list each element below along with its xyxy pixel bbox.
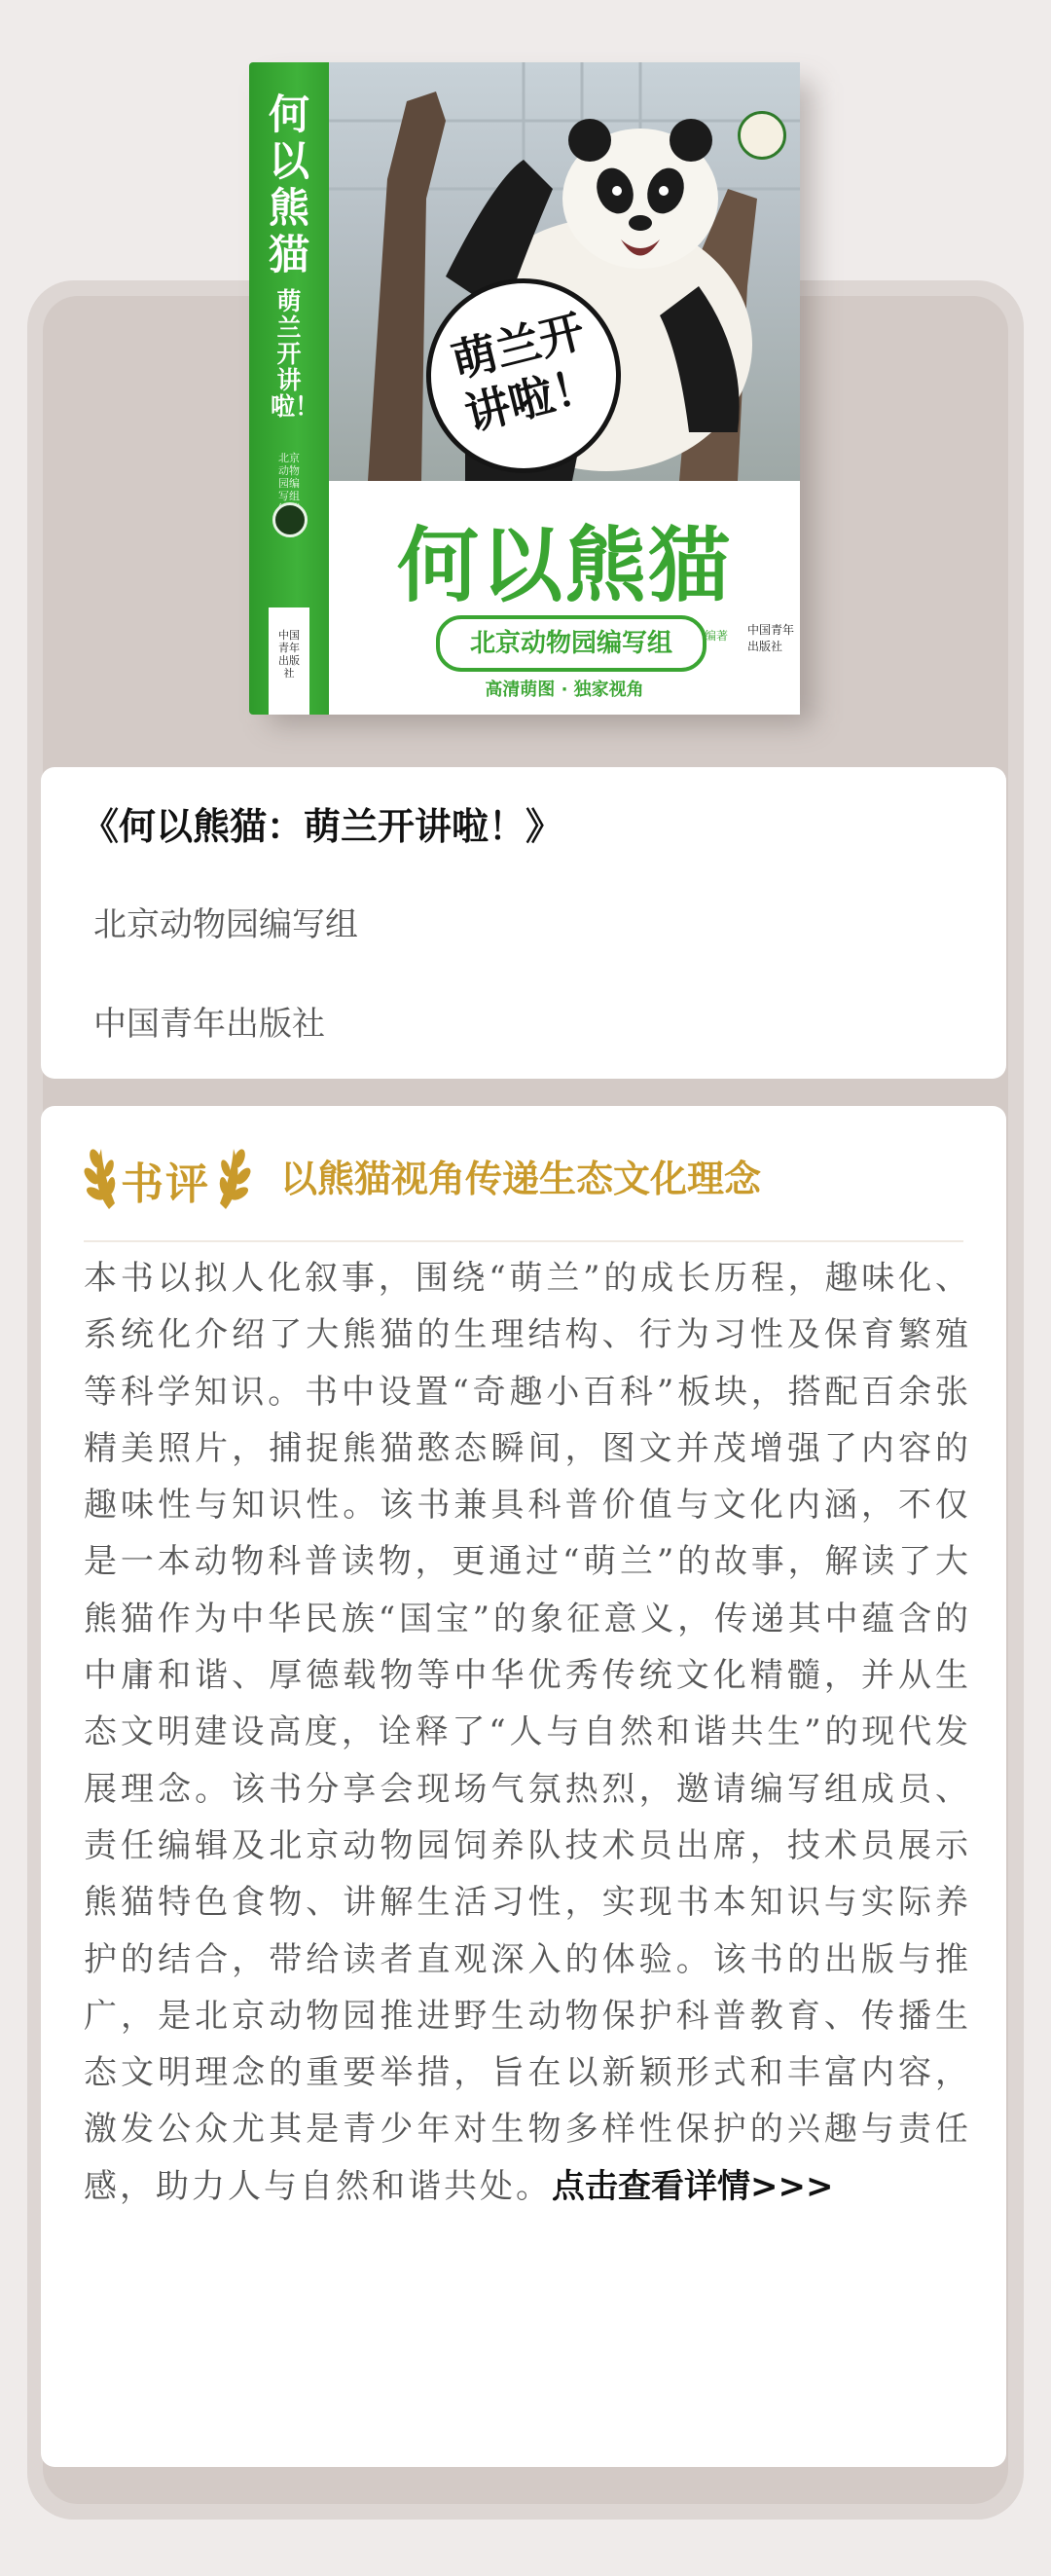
review-card xyxy=(41,1106,1006,2467)
spine-title: 何以熊猫 xyxy=(268,91,309,278)
cover-author-tag: 编著 xyxy=(705,629,729,643)
divider xyxy=(84,1240,963,1242)
cover-logo-icon xyxy=(738,111,786,160)
review-heading: 以熊猫视角传递生态文化理念 xyxy=(280,1158,762,1200)
cover-author: 北京动物园编写组 xyxy=(436,615,707,672)
review-badge xyxy=(80,1135,255,1215)
spine-subtitle: 萌兰开讲啦！ xyxy=(271,287,320,421)
book-publisher: 中国青年出版社 xyxy=(93,1005,325,1044)
book-spine xyxy=(249,62,329,715)
cover-publisher: 中国青年出版社 xyxy=(747,623,795,653)
panda-photo xyxy=(329,62,800,481)
book-front-cover xyxy=(329,62,800,715)
spine-author: 北京动物园编写组 xyxy=(278,452,300,502)
book-info-card xyxy=(41,767,1006,1079)
cover-tagline: 高清萌图 · 独家视角 xyxy=(485,680,644,700)
book-title: 《何以熊猫：萌兰开讲啦！》 xyxy=(82,805,563,848)
spine-logo-icon xyxy=(272,502,308,537)
spine-publisher: 中国青年出版社 xyxy=(278,629,300,680)
view-details-link[interactable]: 点击查看详情>>> xyxy=(552,2166,834,2206)
book-author: 北京动物园编写组 xyxy=(93,905,358,944)
book-cover-image xyxy=(249,62,800,715)
review-body xyxy=(84,1250,971,2215)
review-badge-label: 书评 xyxy=(121,1159,210,1209)
bubble-text: 萌兰开讲啦！ xyxy=(446,304,603,441)
review-text: 本书以拟人化叙事，围绕“萌兰”的成长历程，趣味化、系统化介绍了大熊猫的生理结构、行为习性及保育繁殖等科学知识。书中设置“奇趣小百科”板块，搭配百余张精美照片，捕捉熊猫憨态瞬间，图文并茂增强了内容的趣味性与知识性。该书兼具科普价值与文化内涵，不仅是一本动物科普读物，更通过“萌兰”的故事，解读了大熊猫作为中华民族“国宝”的象征意义，传递其中蕴含的中庸和谐、厚德载物等中华优秀传统文化精髓，并从生态文明建设高度，诠释了“人与自然和谐共生”的现代发展理念。该书分享会现场气氛热烈，邀请编写组成员、责任编辑及北京动物园饲养队技术员出席，技术员展示熊猫特色食物、讲解生活习性，实现书本知识与实际养护的结合，带给读者直观深入的体验。该书的出版与推广，是北京动物园推进野生动物保护科普教育、传播生态文明理念的重要举措，旨在以新颖形式和丰富内容，激发公众尤其是青少年对生物多样性保护的兴趣与责任感，助力人与自然和谐共处。 xyxy=(84,1259,971,2206)
cover-title: 何以熊猫 xyxy=(396,518,732,613)
